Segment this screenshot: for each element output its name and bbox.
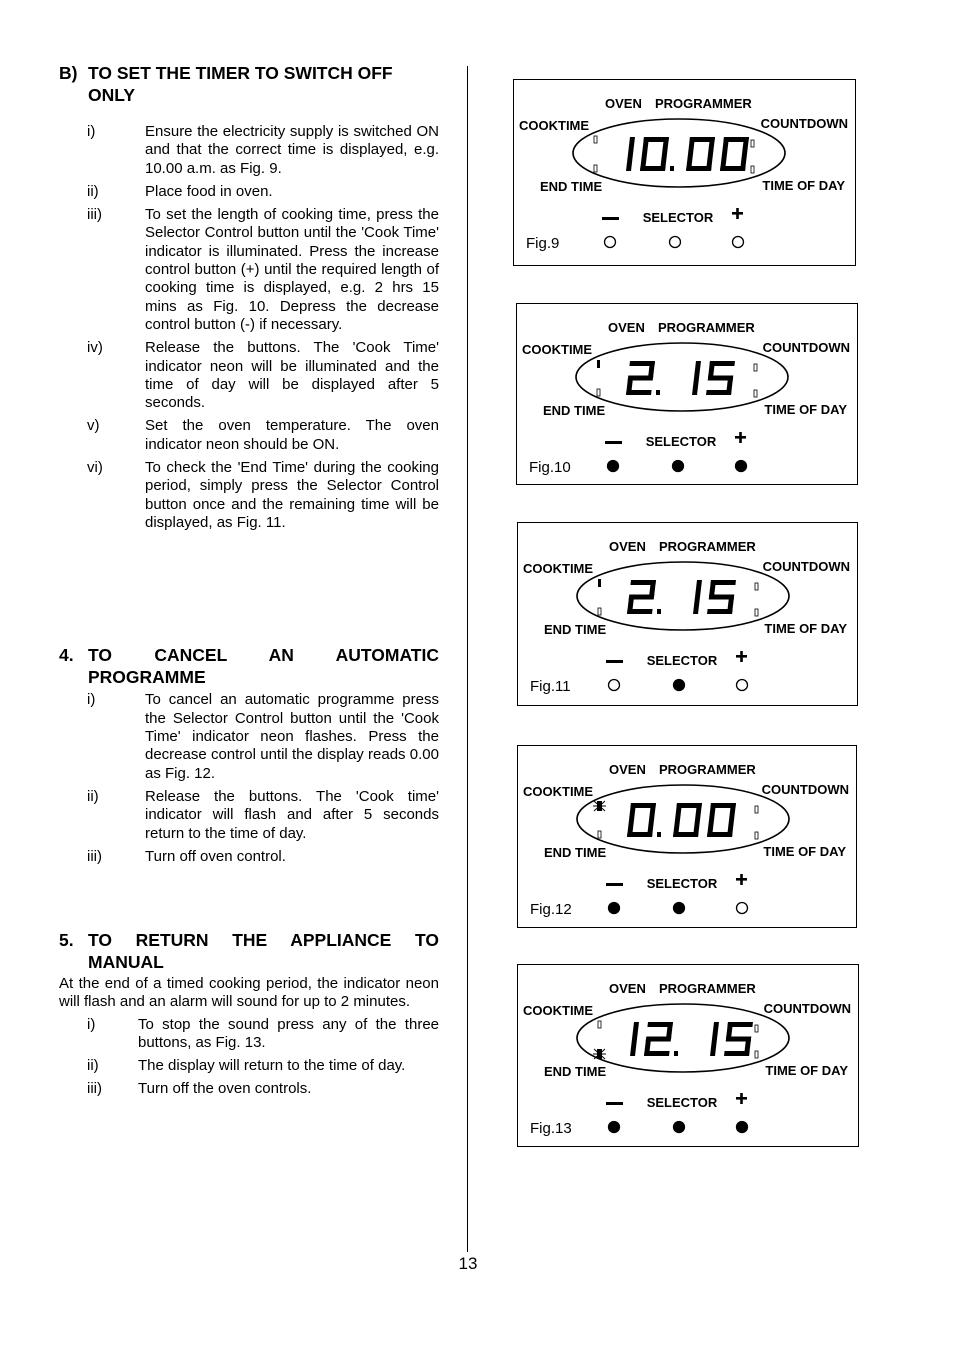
selector-label: SELECTOR — [646, 1095, 718, 1110]
display-segment — [692, 378, 699, 395]
display-segment — [628, 137, 635, 154]
list-item-number: ii) — [87, 787, 99, 805]
time-of-day-label: TIME OF DAY — [764, 621, 847, 636]
list-item — [59, 459, 439, 533]
indicator-off — [598, 831, 601, 838]
display-segment — [722, 137, 729, 154]
countdown-label: COUNTDOWN — [761, 782, 849, 797]
indicator-off — [755, 832, 758, 839]
display-segment — [712, 1022, 719, 1039]
indicator-off — [594, 136, 597, 143]
end-time-label: END TIME — [540, 179, 603, 194]
programmer-panel-fig10 — [516, 303, 858, 485]
list-item-number: i) — [87, 691, 96, 709]
figure-label: Fig.13 — [530, 1120, 572, 1137]
display-segment — [710, 1039, 717, 1056]
time-of-day-label: TIME OF DAY — [764, 402, 847, 417]
selector-label: SELECTOR — [645, 434, 717, 449]
list-item-text: To check the 'End Time' during the cooking period, simply press the Selector Control button once and the remaining time will be displayed, as Fig. 11. — [145, 458, 439, 532]
list-item — [59, 1080, 439, 1098]
section-5-title: TO RETURN THE APPLIANCE TO MANUAL — [88, 929, 439, 972]
display-segment — [726, 1022, 733, 1039]
list-item-number: iii) — [87, 1080, 102, 1098]
list-item — [59, 691, 439, 783]
oven-label: OVEN — [608, 320, 645, 335]
figure-label: Fig.11 — [530, 678, 571, 695]
indicator-off — [755, 806, 758, 813]
end-time-label: END TIME — [544, 845, 607, 860]
list-item — [59, 848, 439, 866]
list-item-number: iv) — [87, 339, 103, 357]
programmer-panel-fig11 — [517, 522, 858, 706]
selector-button[interactable] — [674, 903, 685, 914]
list-item-text: To cancel an automatic programme press the Selector Control button until the 'Cook Time' indicator neon flashes. Press the decrease control until the display reads 0.00 as Fig. 12. — [145, 691, 439, 782]
indicator-flash-icon — [593, 801, 606, 811]
display-segment — [630, 1039, 637, 1056]
list-item — [59, 183, 439, 201]
plus-icon — [736, 874, 747, 885]
programmer-label: PROGRAMMER — [659, 981, 756, 996]
display-window — [577, 562, 789, 630]
programmer-label: PROGRAMMER — [655, 96, 752, 111]
page-number: 13 — [458, 1254, 478, 1273]
time-of-day-label: TIME OF DAY — [762, 178, 845, 193]
figure-label: Fig.9 — [526, 235, 560, 252]
display-segment — [708, 361, 715, 378]
list-item — [59, 788, 439, 843]
indicator-off — [754, 390, 757, 397]
time-of-day-label: TIME OF DAY — [763, 844, 846, 859]
cooktime-label: COOKTIME — [522, 342, 593, 357]
display-decimal-point — [657, 609, 661, 614]
end-time-label: END TIME — [544, 622, 607, 637]
display-segment — [642, 137, 649, 154]
increase-button[interactable] — [737, 1122, 748, 1133]
indicator-off — [755, 609, 758, 616]
end-time-label: END TIME — [544, 1064, 607, 1079]
display-segment — [626, 390, 652, 395]
display-segment — [627, 609, 653, 614]
programmer-label: PROGRAMMER — [658, 320, 755, 335]
section-5-list — [59, 1016, 439, 1099]
indicator-on — [598, 579, 601, 587]
figure-label: Fig.10 — [529, 459, 571, 476]
section-b-list — [59, 123, 439, 533]
display-segment — [644, 1051, 670, 1056]
indicator-off — [598, 608, 601, 615]
list-item-number: ii) — [87, 1057, 99, 1075]
display-segment — [694, 361, 701, 378]
list-item-number: i) — [87, 123, 96, 140]
countdown-label: COUNTDOWN — [760, 116, 848, 131]
indicator-off — [594, 165, 597, 172]
display-segment — [688, 137, 695, 154]
cooktime-label: COOKTIME — [523, 784, 594, 799]
programmer-panel-fig9 — [513, 79, 856, 266]
display-segment — [695, 580, 702, 597]
display-segment — [707, 609, 733, 614]
section-4-number: 4. — [59, 645, 74, 666]
list-item-number: v) — [87, 417, 100, 435]
decrease-button[interactable] — [609, 680, 620, 691]
figure-label: Fig.12 — [530, 901, 572, 918]
minus-icon — [602, 217, 619, 220]
list-item — [59, 123, 439, 178]
display-digits — [627, 803, 736, 837]
decrease-button[interactable] — [608, 461, 619, 472]
list-item — [59, 206, 439, 335]
section-b-heading — [59, 62, 439, 106]
display-segment — [709, 580, 716, 597]
end-time-label: END TIME — [543, 403, 606, 418]
indicator-off — [755, 583, 758, 590]
list-item — [59, 1016, 439, 1053]
decrease-button[interactable] — [605, 237, 616, 248]
decrease-button[interactable] — [609, 903, 620, 914]
programmer-panel-fig13 — [517, 964, 859, 1147]
cooktime-label: COOKTIME — [519, 118, 590, 133]
plus-icon — [736, 1093, 747, 1104]
oven-label: OVEN — [609, 981, 646, 996]
list-item-text: To stop the sound press any of the three buttons, as Fig. 13. — [138, 1015, 439, 1052]
oven-label: OVEN — [609, 762, 646, 777]
list-item-number: ii) — [87, 182, 99, 200]
display-segment — [709, 803, 716, 820]
display-window — [573, 119, 785, 187]
selector-label: SELECTOR — [646, 876, 718, 891]
list-item-text: Turn off the oven controls. — [138, 1080, 312, 1098]
indicator-off — [751, 140, 754, 147]
list-item-text: Ensure the electricity supply is switched ON and that the correct time is displayed, e.g. 10.00 a.m. as Fig. 9. — [145, 123, 439, 177]
countdown-label: COUNTDOWN — [763, 1001, 851, 1016]
column-divider — [467, 66, 468, 1252]
indicator-off — [597, 389, 600, 396]
display-segment — [626, 154, 633, 171]
display-decimal-point — [657, 832, 661, 837]
display-window — [577, 785, 789, 853]
indicator-on — [597, 360, 600, 368]
plus-icon — [736, 651, 747, 662]
list-item-text: To set the length of cooking time, press the Selector Control button until the 'Cook Time' indicator is illuminated. Press the increase control button (+) until the required length of cooking time is displayed, e.g. 2 hrs 15 mins as Fig. 10. Depress the decrease control button (-) if necessary. — [145, 205, 439, 334]
display-digits — [626, 361, 735, 395]
display-segment — [693, 597, 700, 614]
increase-button[interactable] — [737, 680, 748, 691]
minus-icon — [606, 660, 623, 663]
section-4-title: TO CANCEL AN AUTOMATIC PROGRAMME — [88, 645, 439, 688]
display-segment — [724, 1051, 750, 1056]
plus-icon — [732, 208, 743, 219]
section-b-title: TO SET THE TIMER TO SWITCH OFF ONLY — [88, 63, 393, 105]
display-digits — [630, 1022, 753, 1056]
plus-icon — [735, 432, 746, 443]
display-decimal-point — [674, 1051, 678, 1056]
selector-button[interactable] — [674, 680, 685, 691]
list-item — [59, 339, 439, 413]
display-decimal-point — [670, 166, 674, 171]
section-b-number: B) — [59, 63, 78, 83]
list-item — [59, 417, 439, 454]
list-item — [59, 1057, 439, 1075]
selector-button[interactable] — [674, 1122, 685, 1133]
list-item-number: iii) — [87, 205, 102, 223]
section-5-number: 5. — [59, 929, 74, 950]
display-digits — [627, 580, 736, 614]
cooktime-label: COOKTIME — [523, 561, 594, 576]
selector-button[interactable] — [670, 237, 681, 248]
cooktime-label: COOKTIME — [523, 1003, 594, 1018]
display-segment — [675, 803, 682, 820]
selector-label: SELECTOR — [646, 653, 718, 668]
increase-button[interactable] — [733, 237, 744, 248]
indicator-off — [755, 1025, 758, 1032]
minus-icon — [606, 883, 623, 886]
countdown-label: COUNTDOWN — [762, 340, 850, 355]
list-item-number: iii) — [87, 847, 102, 865]
list-item-text: Release the buttons. The 'Cook Time' indicator neon will be illuminated and the time of day will be displayed after 5 seconds. — [145, 339, 439, 412]
display-segment — [632, 1022, 639, 1039]
section-5-intro: At the end of a timed cooking period, the indicator neon will flash and an alarm will sound for up to 2 minutes. — [59, 974, 439, 1010]
oven-label: OVEN — [605, 96, 642, 111]
display-digits — [626, 137, 749, 171]
minus-icon — [606, 1102, 623, 1105]
display-decimal-point — [656, 390, 660, 395]
programmer-label: PROGRAMMER — [659, 539, 756, 554]
indicator-off — [754, 364, 757, 371]
increase-button[interactable] — [736, 461, 747, 472]
section-5-heading — [59, 929, 439, 973]
list-item-text: The display will return to the time of day. — [138, 1057, 406, 1075]
indicator-flash-icon — [593, 1049, 606, 1059]
indicator-off — [751, 166, 754, 173]
decrease-button[interactable] — [609, 1122, 620, 1133]
time-of-day-label: TIME OF DAY — [765, 1063, 848, 1078]
section-4-heading — [59, 644, 439, 688]
list-item-text: Release the buttons. The 'Cook time' indicator will flash and after 5 seconds return to the time of day. — [145, 787, 439, 842]
section-4-list — [59, 691, 439, 866]
list-item-text: Set the oven temperature. The oven indicator neon should be ON. — [145, 417, 439, 453]
list-item-number: vi) — [87, 458, 103, 476]
display-segment — [706, 390, 732, 395]
list-item-text: Place food in oven. — [145, 182, 273, 200]
programmer-label: PROGRAMMER — [659, 762, 756, 777]
display-segment — [629, 803, 636, 820]
countdown-label: COUNTDOWN — [762, 559, 850, 574]
display-window — [577, 1004, 789, 1072]
indicator-off — [598, 1021, 601, 1028]
display-window — [576, 343, 788, 411]
list-item-number: i) — [87, 1015, 96, 1033]
selector-button[interactable] — [673, 461, 684, 472]
oven-label: OVEN — [609, 539, 646, 554]
instructions-column — [59, 62, 439, 1103]
programmer-panel-fig12 — [517, 745, 857, 928]
list-item-text: Turn off oven control. — [145, 847, 286, 865]
increase-button[interactable] — [737, 903, 748, 914]
selector-label: SELECTOR — [642, 210, 714, 225]
indicator-off — [755, 1051, 758, 1058]
minus-icon — [605, 441, 622, 444]
